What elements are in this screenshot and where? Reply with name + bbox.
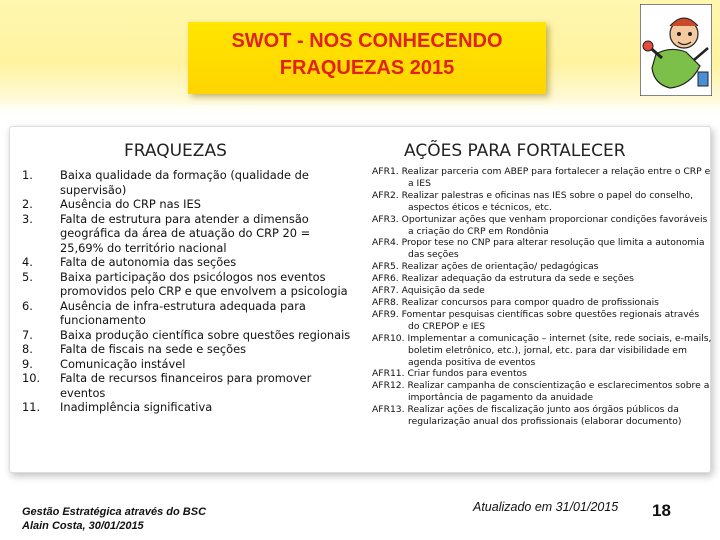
footer-line-2: Alain Costa, 30/01/2015 — [22, 520, 144, 532]
weakness-number: 6. — [22, 298, 33, 313]
action-item: AFR6. Realizar adequação da estrutura da sede e seções — [372, 273, 634, 285]
weakness-item — [22, 299, 352, 328]
weakness-item — [22, 371, 352, 400]
weakness-number: 11. — [22, 400, 41, 414]
weakness-number: 3. — [22, 211, 33, 226]
weakness-item — [22, 212, 352, 256]
action-item: AFR7. Aquisição da sede — [372, 285, 485, 297]
action-item: AFR12. Realizar campanha de conscientização e esclarecimentos sobre a importância de pagamento da anuidade — [372, 380, 710, 404]
weakness-item — [22, 168, 352, 197]
weakness-text: Falta de estrutura para atender a dimensão geográfica da área de atuação do CRP 20 = 25,69% do território nacional — [60, 211, 311, 255]
action-item: AFR1. Realizar parceria com ABEP para fortalecer a relação entre o CRP e a IES — [372, 166, 711, 189]
action-item: AFR11. Criar fundos para eventos — [372, 368, 527, 380]
slide-title — [188, 28, 546, 82]
footer-line-1: Gestão Estratégica através do BSC — [22, 506, 207, 518]
weakness-number: 10. — [22, 371, 41, 385]
action-item: AFR9. Fomentar pesquisas científicas sobre questões regionais através do CREPOP e IES — [372, 308, 700, 332]
weakness-text: Ausência de infra-estrutura adequada para funcionamento — [60, 298, 306, 327]
title-line-1: SWOT - NOS CONHECENDO — [231, 30, 503, 52]
action-item: AFR4. Propor tese no CNP para alterar resolução que limita a autonomia das seções — [372, 237, 705, 261]
weaknesses-heading: FRAQUEZAS — [124, 141, 227, 161]
weakness-text: Falta de fiscais na sede e seções — [60, 342, 247, 356]
weakness-number: 9. — [22, 356, 33, 371]
weakness-text: Falta de autonomia das seções — [60, 255, 237, 269]
weakness-number: 4. — [22, 255, 33, 269]
action-item: AFR10. Implementar a comunicação – internet (site, rede sociais, e-mails, boletim eletrônico, etc.), jornal, etc. para dar visibilidade em agenda positiva de eventos — [372, 332, 712, 368]
weakness-item — [22, 197, 352, 212]
weakness-text: Comunicação instável — [60, 356, 186, 371]
weakness-number: 2. — [22, 197, 33, 211]
weakness-item — [22, 328, 352, 343]
actions-heading: AÇÕES PARA FORTALECER — [404, 141, 626, 161]
action-item: AFR2. Realizar palestras e oficinas nas IES sobre o papel do conselho, aspectos éticos e técnicos, etc. — [372, 189, 694, 213]
weakness-item — [22, 255, 352, 270]
weaknesses-list — [22, 168, 352, 415]
actions-list — [372, 166, 712, 428]
action-item: AFR8. Realizar concursos para compor quadro de profissionais — [372, 296, 659, 308]
weakness-text: Baixa produção científica sobre questões regionais — [60, 327, 351, 342]
weakness-text: Ausência do CRP nas IES — [60, 197, 201, 211]
weakness-item — [22, 400, 352, 415]
action-item: AFR13. Realizar ações de fiscalização junto aos órgãos públicos da regularização anual dos profissionais (elaborar documento) — [372, 404, 682, 428]
action-item: AFR5. Realizar ações de orientação/ pedagógicas — [372, 261, 599, 273]
weakness-number: 7. — [22, 327, 33, 342]
weakness-number: 1. — [22, 168, 33, 182]
weakness-text: Baixa qualidade da formação (qualidade de supervisão) — [60, 168, 309, 197]
action-item: AFR3. Oportunizar ações que venham proporcionar condições favoráveis a criação do CRP em Rondônia — [372, 213, 708, 237]
title-line-2: FRAQUEZAS 2015 — [279, 57, 455, 79]
weakness-item — [22, 270, 352, 299]
weakness-number: 8. — [22, 342, 33, 356]
cartoon-illustration — [640, 4, 712, 96]
weakness-text: Baixa participação dos psicólogos nos eventos promovidos pelo CRP e que envolvem a psicologia — [60, 269, 348, 298]
page-number: 18 — [652, 501, 671, 520]
footer-credit — [22, 505, 206, 533]
weakness-item — [22, 357, 352, 372]
updated-date: Atualizado em 31/01/2015 — [473, 500, 619, 514]
weakness-number: 5. — [22, 269, 33, 284]
weakness-item — [22, 342, 352, 357]
weakness-text: Falta de recursos financeiros para promover eventos — [60, 371, 312, 400]
weakness-text: Inadimplência significativa — [60, 400, 213, 414]
